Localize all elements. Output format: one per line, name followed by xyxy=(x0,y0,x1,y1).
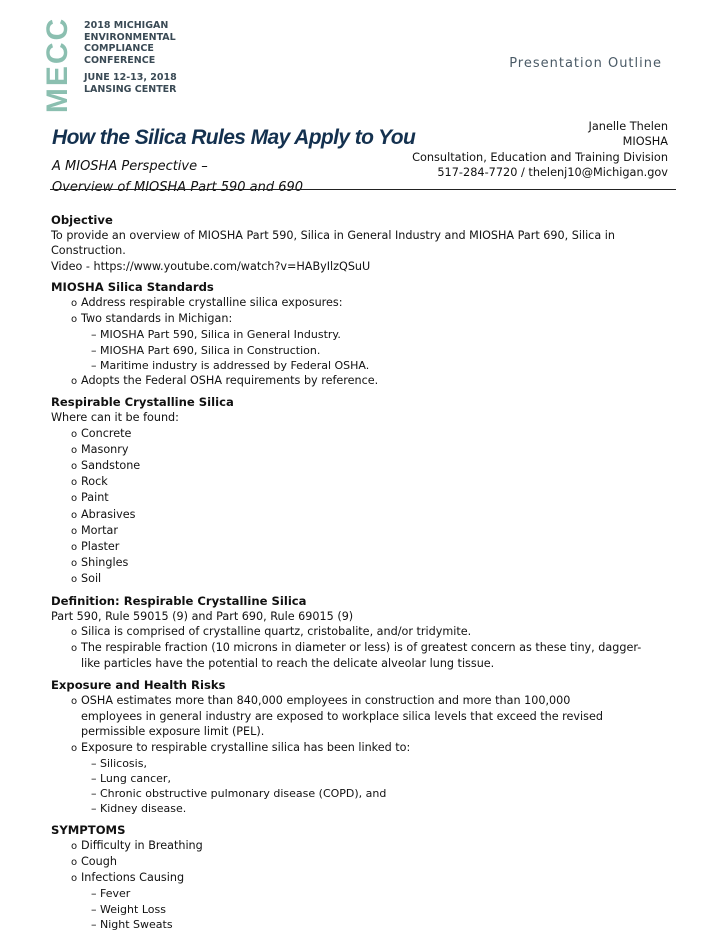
conference-logo-text xyxy=(84,20,177,95)
logo-line: ENVIRONMENTAL xyxy=(84,31,176,43)
sub-list-item: – Chronic obstructive pulmonary disease (COPD), and xyxy=(51,786,681,801)
sub-list-item: – MIOSHA Part 690, Silica in Construction. xyxy=(51,343,681,358)
document-subtitle xyxy=(52,156,415,198)
logo-line: 2018 MICHIGAN xyxy=(84,20,169,31)
list-item: o Difficulty in Breathing xyxy=(51,838,681,854)
contact-phone-email: 517-284-7720 / thelenj10@Michigan.gov xyxy=(437,165,668,179)
section-heading-exposure: Exposure and Health Risks xyxy=(51,677,226,692)
subtitle-line-2: Overview of MIOSHA Part 590 and 690 xyxy=(52,180,304,195)
logo-line: CONFERENCE xyxy=(84,54,156,66)
contact-name: Janelle Thelen xyxy=(588,120,668,133)
list-item-cont: employees in general industry are exposed to workplace silica levels that exceed the revised xyxy=(81,710,603,724)
title-block xyxy=(52,126,415,198)
list-item: o Masonry xyxy=(51,442,681,458)
rcs-intro: Where can it be found: xyxy=(51,411,179,425)
list-item: o OSHA estimates more than 840,000 employees in construction and more than 100,000 xyxy=(51,693,681,709)
subtitle-line-1: A MIOSHA Perspective – xyxy=(52,159,208,174)
logo-mark-text: MECC xyxy=(41,16,74,114)
list-item: o The respirable fraction (10 microns in diameter or less) is of greatest concern as these tiny, dagger- xyxy=(51,640,681,656)
presentation-outline-label: Presentation Outline xyxy=(509,56,662,71)
list-item: o Adopts the Federal OSHA requirements by reference. xyxy=(51,373,681,389)
list-item: o Mortar xyxy=(51,523,681,539)
objective-text: To provide an overview of MIOSHA Part 590, Silica in General Industry and MIOSHA Part 690, Silica in xyxy=(51,229,615,243)
definition-rule: Part 590, Rule 59015 (9) and Part 690, Rule 69015 (9) xyxy=(51,609,354,623)
list-item: o Address respirable crystalline silica exposures: xyxy=(51,295,681,311)
contact-division: Consultation, Education and Training Division xyxy=(412,150,668,164)
section-heading-rcs: Respirable Crystalline Silica xyxy=(51,395,234,410)
outline-content xyxy=(51,213,681,932)
list-item: o Soil xyxy=(51,571,681,587)
list-item: o Exposure to respirable crystalline silica has been linked to: xyxy=(51,740,681,756)
sub-list-item: – MIOSHA Part 590, Silica in General Industry. xyxy=(51,327,681,342)
sub-list-item: – Fever xyxy=(51,886,681,901)
sub-list-item: – Silicosis, xyxy=(51,756,681,771)
sub-list-item: – Lung cancer, xyxy=(51,771,681,786)
section-heading-symptoms: SYMPTOMS xyxy=(51,822,126,837)
logo-date: JUNE 12-13, 2018 xyxy=(84,72,177,83)
list-item: o Plaster xyxy=(51,539,681,555)
contact-org: MIOSHA xyxy=(622,135,668,149)
section-heading-objective: Objective xyxy=(51,213,113,227)
list-item: o Cough xyxy=(51,854,681,870)
list-item: o Shingles xyxy=(51,555,681,571)
list-item: o Sandstone xyxy=(51,458,681,474)
header-divider xyxy=(50,189,676,190)
section-heading-definition: Definition: Respirable Crystalline Silica xyxy=(51,593,307,608)
list-item: o Abrasives xyxy=(51,507,681,523)
list-item: o Silica is comprised of crystalline quartz, cristobalite, and/or tridymite. xyxy=(51,624,681,640)
list-item: o Concrete xyxy=(51,426,681,442)
sub-list-item: – Night Sweats xyxy=(51,917,681,932)
sub-list-item: – Maritime industry is addressed by Federal OSHA. xyxy=(51,358,681,373)
sub-list-item: – Kidney disease. xyxy=(51,801,681,816)
video-link[interactable]: Video - https://www.youtube.com/watch?v=HAByIlzQSuU xyxy=(51,259,371,273)
section-heading-standards: MIOSHA Silica Standards xyxy=(51,279,214,294)
sub-list-item: – Weight Loss xyxy=(51,902,681,917)
list-item-cont: like particles have the potential to reach the delicate alveolar lung tissue. xyxy=(81,657,495,671)
list-item: o Paint xyxy=(51,490,681,506)
list-item-cont: permissible exposure limit (PEL). xyxy=(81,725,265,739)
logo-line: COMPLIANCE xyxy=(84,43,154,54)
mecc-logo-mark xyxy=(40,16,76,114)
list-item: o Infections Causing xyxy=(51,870,681,886)
objective-text-cont: Construction. xyxy=(51,244,126,258)
logo-venue: LANSING CENTER xyxy=(84,83,177,95)
contact-block xyxy=(412,119,668,180)
list-item: o Rock xyxy=(51,474,681,490)
document-title: How the Silica Rules May Apply to You xyxy=(52,126,416,149)
list-item: o Two standards in Michigan: xyxy=(51,311,681,327)
